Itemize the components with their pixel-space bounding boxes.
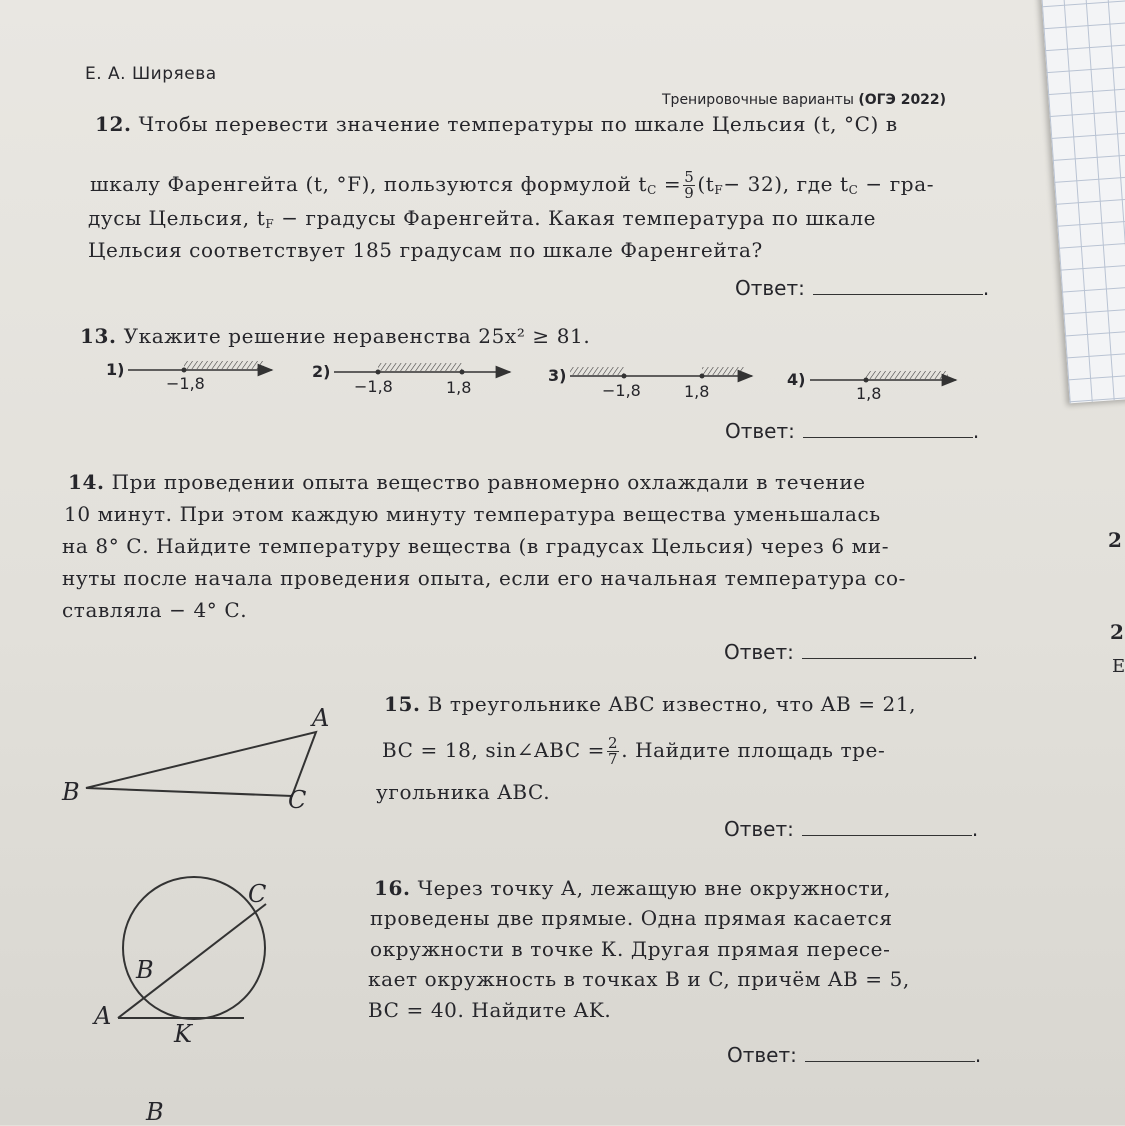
header-text: Тренировочные варианты: [662, 92, 854, 108]
p15-answer: Ответ: .: [724, 817, 979, 841]
option-1-label[interactable]: 1): [106, 360, 125, 379]
triangle-label-b: B: [62, 778, 80, 806]
p14-answer: Ответ: .: [724, 640, 979, 664]
p13-line1: 13. Укажите решение неравенства 25x² ≥ 81.: [80, 324, 591, 348]
triangle-label-a: A: [312, 704, 330, 732]
p16-line2: проведены две прямые. Одна прямая касается: [370, 906, 893, 930]
p16-answer-field[interactable]: [805, 1061, 975, 1062]
p14-line5: ставляла − 4° С.: [62, 598, 248, 622]
p13-number: 13.: [80, 324, 117, 348]
circle-label-k: K: [174, 1020, 192, 1048]
p16-number: 16.: [374, 876, 411, 900]
p12-answer: Ответ: .: [735, 276, 990, 300]
circle-label-b: B: [136, 956, 154, 984]
p14-line4: нуты после начала проведения опыта, если его начальная температура со-: [62, 566, 906, 590]
p15-line2: BC = 18, sin∠ABC = $\frac{2}{7}$ . Найдите площадь тре-: [382, 734, 886, 768]
p12-line1: 12. Чтобы перевести значение температуры по шкале Цельсия (t, °С) в: [95, 112, 898, 136]
margin-mark-1: 2: [1108, 528, 1122, 552]
p15-line1: 15. В треугольнике ABC известно, что AB = 21,: [384, 692, 917, 716]
p12-line4: Цельсия соответствует 185 градусам по шкале Фаренгейта?: [88, 238, 763, 262]
p14-number: 14.: [68, 470, 105, 494]
header-exam: (ОГЭ 2022): [858, 92, 947, 108]
p15-line3: угольника ABC.: [376, 780, 551, 804]
p14-line3: на 8° С. Найдите температуру вещества (в градусах Цельсия) через 6 ми-: [62, 534, 890, 558]
p13-answer: Ответ: .: [725, 419, 980, 443]
bottom-label-b: B: [146, 1098, 164, 1126]
p15-number: 15.: [384, 692, 421, 716]
option-2-tick-b: 1,8: [446, 378, 472, 397]
p12-line2: шкалу Фаренгейта (t, °F), пользуются формулой $t_C$ = $\frac{5}{9}$ $(t_F- 32)$, где $t_C - гра-$: [90, 168, 935, 202]
circle-label-c: C: [248, 880, 267, 908]
margin-mark-3: E: [1112, 656, 1125, 677]
p16-line5: BC = 40. Найдите AK.: [368, 998, 612, 1022]
option-2-label[interactable]: 2): [312, 362, 331, 381]
p16-line4: кает окружность в точках B и C, причём AB = 5,: [368, 967, 910, 991]
p12-line3: дусы Цельсия, $t_F$ − градусы Фаренгейта. Какая температура по шкале: [88, 206, 877, 231]
p16-line3: окружности в точке К. Другая прямая пересе-: [370, 937, 891, 961]
option-3-label[interactable]: 3): [548, 366, 567, 385]
author-name: Е. А. Ширяева: [85, 64, 217, 84]
p15-fraction: $\frac{2}{7}$: [608, 734, 619, 768]
p16-line1: 16. Через точку А, лежащую вне окружности,: [374, 876, 892, 900]
triangle-label-c: C: [288, 786, 307, 814]
p14-line1: 14. При проведении опыта вещество равномерно охлаждали в течение: [68, 470, 866, 494]
option-3-tick-a: −1,8: [602, 381, 641, 400]
p12-fraction: $\frac{5}{9}$: [684, 168, 695, 202]
p14-line2: 10 минут. При этом каждую минуту температура вещества уменьшалась: [64, 502, 881, 526]
option-1-tick: −1,8: [166, 374, 205, 393]
option-3-tick-b: 1,8: [684, 382, 710, 401]
circle-label-a: A: [94, 1002, 112, 1030]
p12-number: 12.: [95, 112, 132, 136]
option-4-tick: 1,8: [856, 384, 882, 403]
option-2-tick-a: −1,8: [354, 377, 393, 396]
margin-mark-2: 2: [1110, 620, 1124, 644]
option-4-label[interactable]: 4): [787, 370, 806, 389]
p16-answer: Ответ: .: [727, 1043, 982, 1067]
